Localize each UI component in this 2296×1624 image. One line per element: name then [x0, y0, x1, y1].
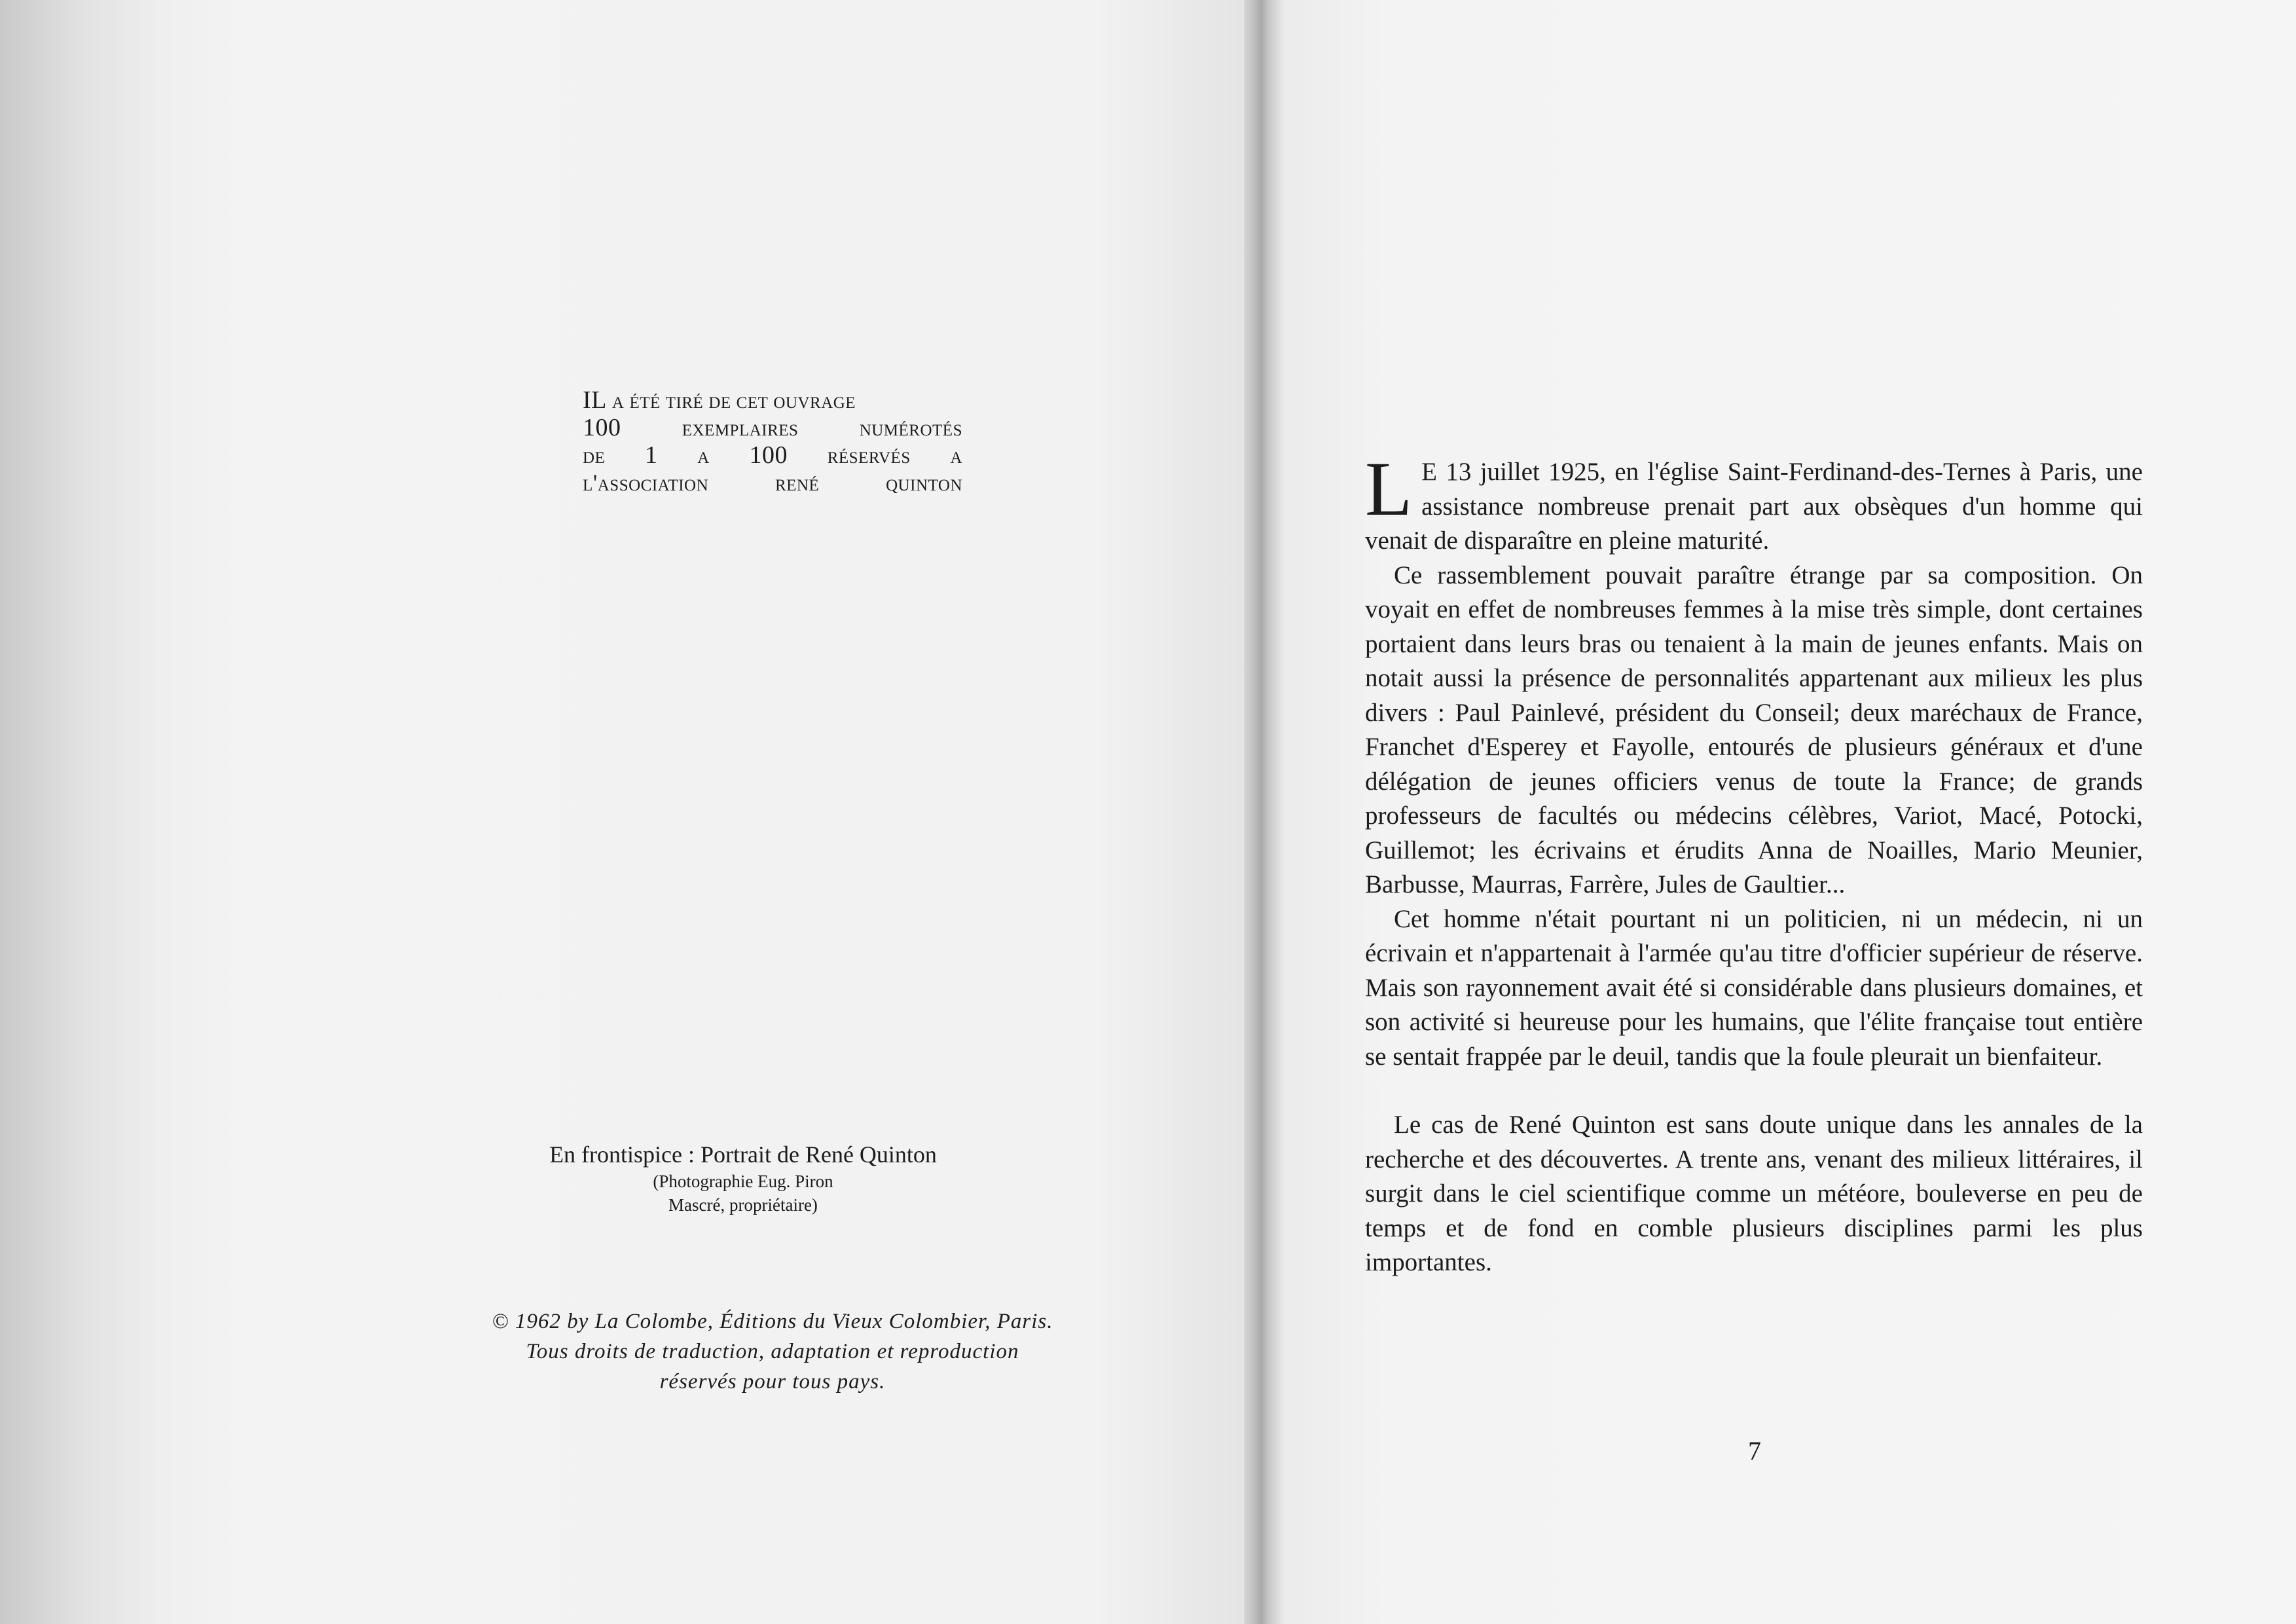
photo-credit-line: Mascré, propriétaire) — [668, 1195, 818, 1215]
word: de — [583, 442, 606, 468]
word: quinton — [886, 470, 962, 496]
photo-credit-line: (Photographie Eug. Piron — [653, 1172, 833, 1191]
word: rené — [774, 470, 820, 496]
book-gutter — [1244, 0, 1283, 1624]
word: tiré — [665, 387, 704, 413]
word: a — [697, 442, 710, 468]
page-number: 7 — [1748, 1436, 1761, 1466]
copyright-line: Tous droits de traduction, adaptation et reproduction — [526, 1340, 1019, 1363]
word: exemplaires — [682, 415, 799, 441]
limitation-line-4 — [583, 469, 962, 496]
word: été — [629, 387, 661, 413]
word: de — [708, 387, 731, 413]
word: a — [950, 442, 962, 468]
limitation-line-2 — [583, 414, 962, 441]
word: 100 — [583, 414, 621, 441]
paragraph-text: 13 juillet 1925, en l'église Saint-Ferdinand-des-Ternes à Paris, une assistance nombreuse prenait part aux obsèques d'un homme qui venait de disparaître en pleine maturité. — [1365, 458, 2143, 555]
paragraph: Cet homme n'était pourtant ni un politicien, ni un médecin, ni un écrivain et n'appartenait à l'armée qu'au titre d'officier supérieur de réserve. Mais son rayonnement avait été si considérable dans plusieurs domaines, et son activité si heureuse pour les humains, que l'élite française tout entière se sentait frappée par le deuil, tandis que la foule pleurait un bienfaiteur. — [1365, 904, 2143, 1071]
limitation-notice — [583, 386, 962, 496]
word: l'association — [583, 470, 709, 496]
frontispiece-caption: En frontispice : Portrait de René Quinton — [549, 1141, 937, 1168]
copyright-notice — [419, 1306, 1126, 1397]
paragraph — [1365, 446, 2143, 559]
word: IL — [583, 386, 607, 414]
word: a — [611, 387, 625, 413]
copyright-line: réservés pour tous pays. — [659, 1370, 886, 1393]
paragraph: Ce rassemblement pouvait paraître étrange par sa composition. On voyait en effet de nombreuses femmes à la mise très simple, dont certaines portaient dans leurs bras ou tenaient à la main de jeunes enfants. Mais on notait aussi la présence de personnalités appartenant aux milieux les plus divers : Paul Painlevé, président du Conseil; deux maréchaux de France, Franchet d'Esperey et Fayolle, entourés de plusieurs généraux et d'une délégation de jeunes officiers venus de toute la France; de grands professeurs de facultés ou médecins célèbres, Variot, Macé, Potocki, Guillemot; les écrivains et érudits Anna de Noailles, Mario Meunier, Barbusse, Maurras, Farrère, Jules de Gaultier... — [1365, 561, 2143, 898]
first-word-rest: E — [1421, 458, 1437, 486]
word: 1 — [645, 441, 658, 469]
drop-cap: L — [1365, 446, 1413, 532]
scan-shadow-edge — [0, 0, 236, 1624]
limitation-line-1 — [583, 386, 962, 414]
chapter-body — [1365, 446, 2143, 1280]
word: réservés — [827, 442, 911, 468]
word: cet — [736, 387, 769, 413]
word: 100 — [749, 441, 788, 469]
word: ouvrage — [773, 387, 856, 413]
word: numérotés — [859, 415, 962, 441]
limitation-line-3 — [583, 441, 962, 469]
copyright-line: © 1962 by La Colombe, Éditions du Vieux Colombier, Paris. — [492, 1310, 1053, 1333]
frontispiece-note — [498, 1139, 989, 1217]
paragraph: Le cas de René Quinton est sans doute unique dans les annales de la recherche et des découvertes. A trente ans, venant des milieux littéraires, il surgit dans le ciel scientifique comme un météore, bouleverse en peu de temps et de fond en comble plusieurs disciplines parmi les plus importantes. — [1365, 1111, 2143, 1276]
